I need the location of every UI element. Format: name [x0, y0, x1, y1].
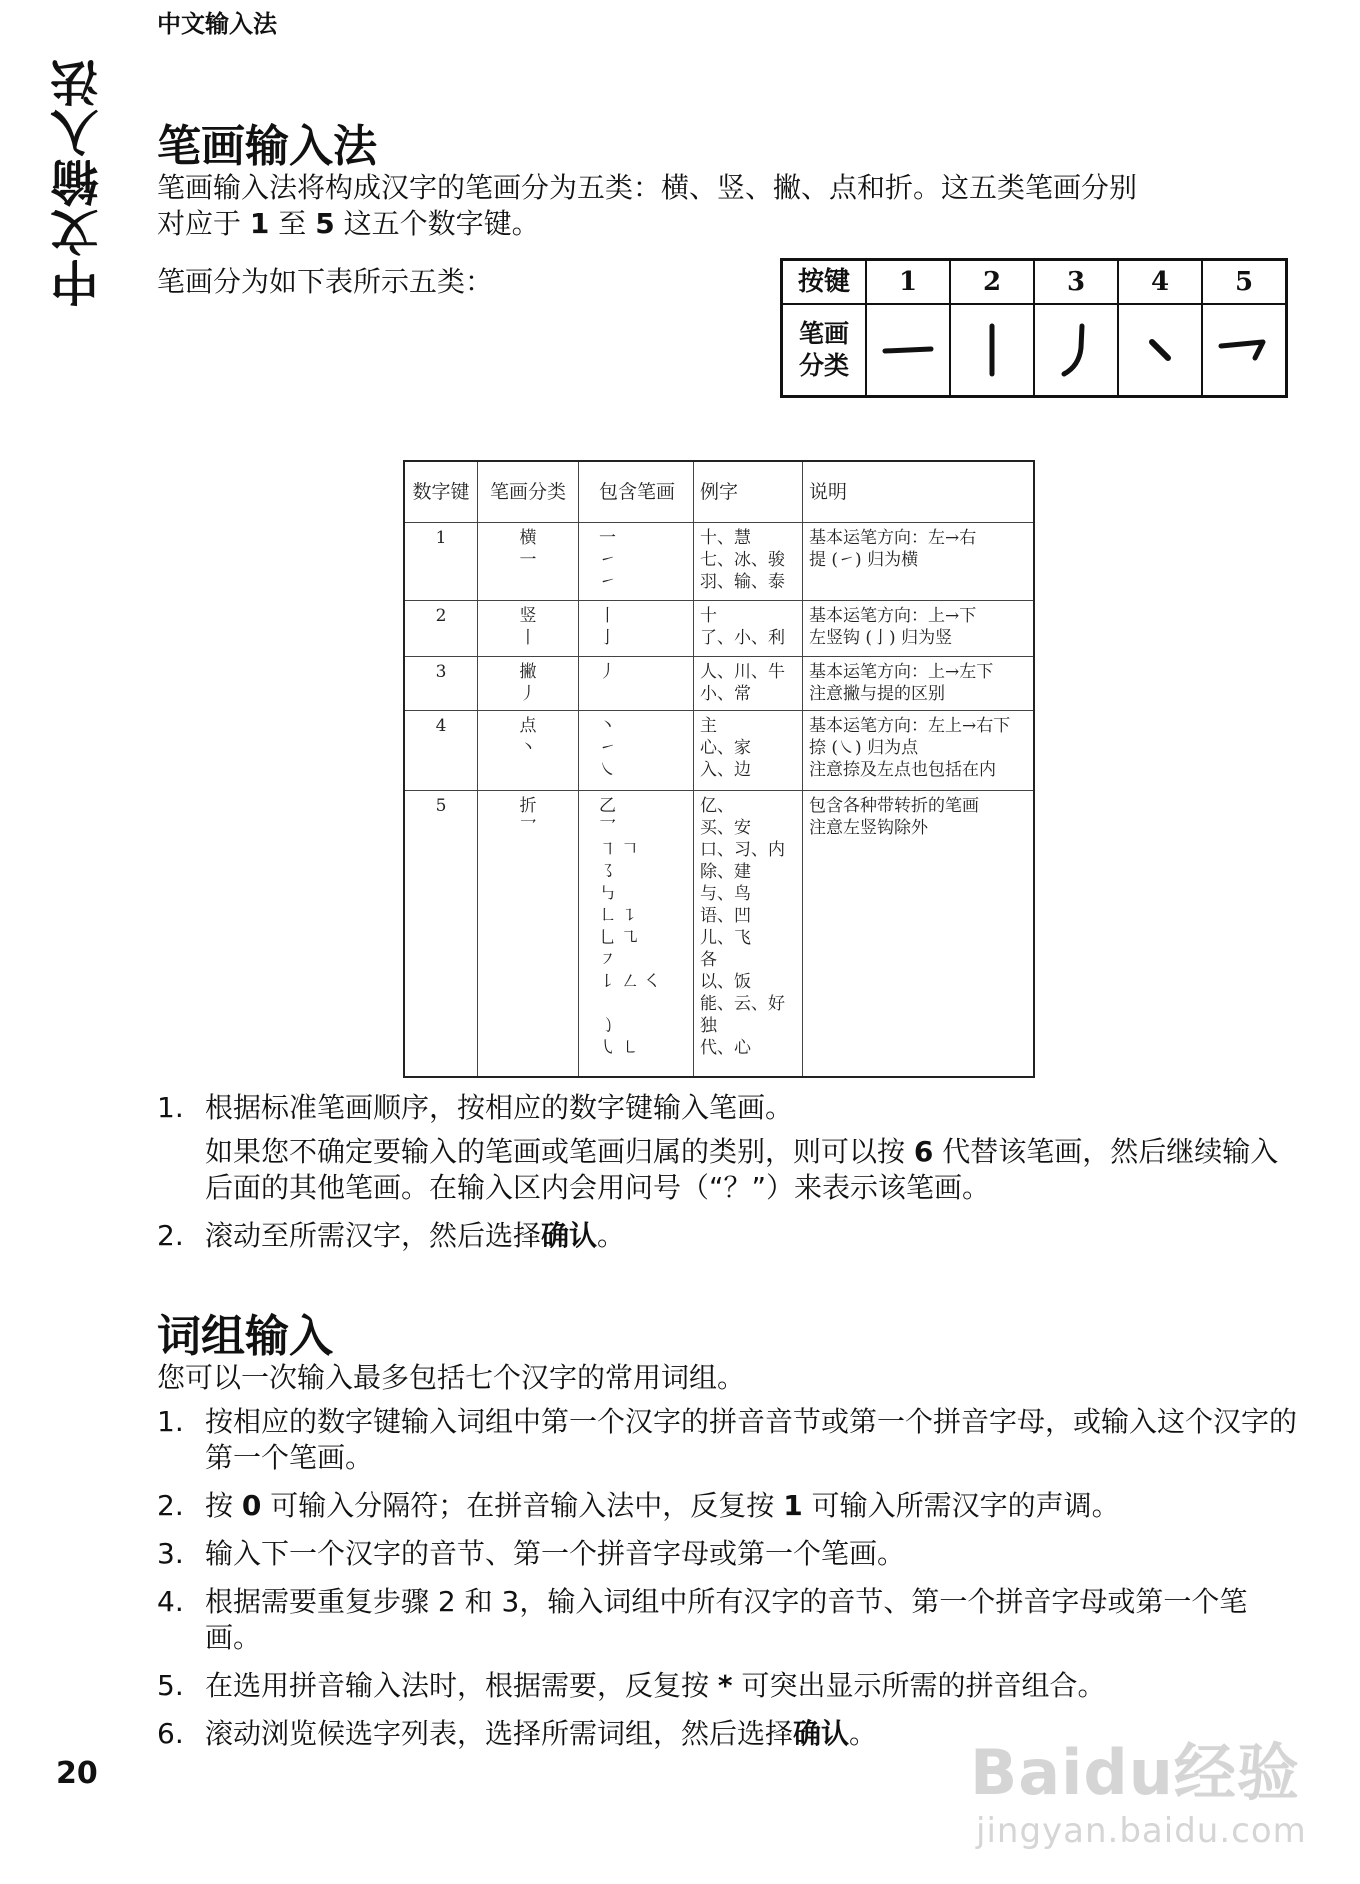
- example-item: 羽、输、泰: [700, 572, 785, 592]
- step-text: 滚动浏览候选字列表，选择所需词组，然后选择: [205, 1717, 794, 1750]
- confirm-label: 确认: [541, 1219, 598, 1252]
- stroke-item: 丨: [599, 606, 616, 626]
- row-category: [478, 657, 579, 711]
- row-examples: [694, 711, 803, 791]
- stroke-item: ㇇: [599, 950, 616, 970]
- stroke-row-label: [782, 304, 867, 397]
- example-item: 独: [700, 1016, 717, 1036]
- row-examples: [694, 791, 803, 1077]
- step-text: 在选用拼音输入法时，根据需要，反复按: [205, 1669, 718, 1702]
- stroke-item: ㇀: [599, 738, 616, 758]
- step-number: 6.: [157, 1717, 184, 1750]
- step-text: 按相应的数字键输入词组中第一个汉字的拼音音节或第一个拼音字母，或输入这个汉字的第一个笔画。: [205, 1405, 1298, 1474]
- section-title-phrase-input: 词组输入: [157, 1311, 333, 1362]
- key-0: 0: [241, 1489, 262, 1522]
- stroke-item: 乙: [599, 796, 616, 816]
- table-row: [404, 791, 1034, 1077]
- stroke-item: ㇀: [599, 572, 616, 592]
- example-item: 了、小、利: [700, 628, 785, 648]
- stroke-row-label-2: 分类: [798, 351, 849, 380]
- confirm-label: 确认: [793, 1717, 850, 1750]
- th-category: 笔画分类: [478, 461, 579, 523]
- example-item: 七、冰、骏: [700, 550, 785, 570]
- row-examples: [694, 657, 803, 711]
- example-item: 买、安: [700, 818, 751, 838]
- list-item: [157, 1218, 1297, 1254]
- intro-text-c: 这五个数字键。: [334, 207, 540, 240]
- example-item: 语、凹: [700, 906, 751, 926]
- row-strokes: [579, 791, 694, 1077]
- example-item: 能、云、好: [700, 994, 785, 1014]
- heng-stroke-icon: [866, 304, 950, 397]
- note-item: 提 (㇀) 归为横: [809, 550, 919, 570]
- example-item: 十: [700, 606, 717, 626]
- watermark-site: jingyan.baidu.com: [976, 1811, 1307, 1851]
- stroke-intro-line-2: [157, 206, 1297, 242]
- stroke-item: 丿: [599, 662, 616, 682]
- dian-stroke-icon: [1118, 304, 1202, 397]
- step-number: 2.: [157, 1489, 184, 1522]
- key-6: 6: [913, 1135, 934, 1168]
- row-category: [478, 791, 579, 1077]
- key-star: *: [717, 1669, 733, 1702]
- step-text: 滚动至所需汉字，然后选择: [205, 1219, 542, 1252]
- th-examples: 例字: [694, 461, 803, 523]
- step-text: 根据需要重复步骤 2 和 3，输入词组中所有汉字的音节、第一个拼音字母或第一个笔画。: [205, 1585, 1248, 1654]
- stroke-key-table: [780, 258, 1288, 398]
- th-notes: 说明: [803, 461, 1035, 523]
- stroke-item: ㇁: [599, 1016, 616, 1036]
- step-text-end: 。: [597, 1219, 626, 1252]
- step-note-text: 代替该笔画，然后继续输入后面的其他笔画。在输入区内会用问号（“？”）来表示该笔画。: [205, 1135, 1279, 1204]
- example-item: 亿、: [700, 796, 734, 816]
- row-key: 1: [404, 523, 478, 601]
- th-key: 数字键: [404, 461, 478, 523]
- row-notes: [803, 657, 1035, 711]
- table-row: [404, 523, 1034, 601]
- key-header-label: 按键: [782, 260, 867, 305]
- key-header-3: 3: [1034, 260, 1118, 305]
- step-text: 按: [205, 1489, 242, 1522]
- example-item: 主: [700, 716, 717, 736]
- note-item: 基本运笔方向：上→下: [809, 606, 977, 626]
- step-text: 可输入分隔符；在拼音输入法中，反复按: [261, 1489, 784, 1522]
- list-item: [157, 1090, 1297, 1206]
- step-text: 根据标准笔画顺序，按相应的数字键输入笔画。: [205, 1091, 794, 1124]
- example-item: 入、边: [700, 760, 751, 780]
- baidu-watermark: [970, 1693, 1307, 1873]
- row-key: 2: [404, 601, 478, 657]
- stroke-item: 乚 ㇈: [599, 928, 639, 948]
- stroke-item: 丶: [599, 716, 616, 736]
- row-category: [478, 523, 579, 601]
- step-number: 4.: [157, 1585, 184, 1618]
- key-5: 5: [315, 207, 335, 240]
- table-row: [404, 711, 1034, 791]
- side-section-title: 中文输入法: [51, 57, 107, 307]
- note-item: 注意捺及左点也包括在内: [809, 760, 996, 780]
- note-item: 基本运笔方向：上→左下: [809, 662, 994, 682]
- row-notes: [803, 791, 1035, 1077]
- step-note: [205, 1134, 1297, 1206]
- list-item: [157, 1488, 1297, 1524]
- stroke-item: 乛: [599, 818, 616, 838]
- note-item: 基本运笔方向：左上→右下: [809, 716, 1011, 736]
- zhe-stroke-icon: [1202, 304, 1287, 397]
- step-number: 1.: [157, 1405, 184, 1438]
- step-note-text: 如果您不确定要输入的笔画或笔画归属的类别，则可以按: [205, 1135, 914, 1168]
- intro-text-b: 至: [269, 207, 316, 240]
- row-notes: [803, 711, 1035, 791]
- stroke-steps-list: [157, 1090, 1297, 1266]
- list-item: [157, 1404, 1297, 1476]
- example-item: 十、慧: [700, 528, 751, 548]
- note-item: 基本运笔方向：左→右: [809, 528, 977, 548]
- example-item: 与、鸟: [700, 884, 751, 904]
- stroke-item: ㇀: [599, 550, 616, 570]
- row-examples: [694, 601, 803, 657]
- list-item: [157, 1584, 1297, 1656]
- page-number: 20: [56, 1756, 98, 1791]
- category-name: 竖: [519, 606, 537, 626]
- row-key: 3: [404, 657, 478, 711]
- stroke-item: 一: [599, 528, 616, 548]
- row-category: [478, 601, 579, 657]
- note-item: 注意撇与提的区别: [809, 684, 945, 704]
- section-title-stroke-input: 笔画输入法: [157, 121, 377, 172]
- row-examples: [694, 523, 803, 601]
- stroke-item: ㇌: [599, 862, 616, 882]
- note-item: 注意左竖钩除外: [809, 818, 928, 838]
- example-item: 除、建: [700, 862, 751, 882]
- category-stroke: 丶: [519, 738, 537, 758]
- example-item: 心、家: [700, 738, 751, 758]
- category-stroke: 丿: [519, 684, 537, 704]
- example-item: 各: [700, 950, 717, 970]
- example-item: 以、饭: [700, 972, 751, 992]
- stroke-item: [599, 993, 687, 1015]
- stroke-item: ㇏: [599, 760, 616, 780]
- th-strokes: 包含笔画: [579, 461, 694, 523]
- category-name: 点: [519, 716, 537, 736]
- key-header-2: 2: [950, 260, 1034, 305]
- step-number: 1.: [157, 1091, 184, 1124]
- step-number: 2.: [157, 1219, 184, 1252]
- example-item: 儿、飞: [700, 928, 751, 948]
- key-1: 1: [249, 207, 270, 240]
- list-item: [157, 1536, 1297, 1572]
- step-text: 可输入所需汉字的声调。: [802, 1489, 1120, 1522]
- note-item: 包含各种带转折的笔画: [809, 796, 979, 816]
- example-item: 人、川、牛: [700, 662, 785, 682]
- table-caption: 笔画分为如下表所示五类：: [157, 265, 494, 298]
- intro-text-a: 对应于: [157, 207, 250, 240]
- key-header-5: 5: [1202, 260, 1287, 305]
- table-row: [404, 601, 1034, 657]
- row-notes: [803, 601, 1035, 657]
- row-strokes: [579, 711, 694, 791]
- row-category: [478, 711, 579, 791]
- category-stroke: 乛: [519, 818, 537, 838]
- phrase-intro: 您可以一次输入最多包括七个汉字的常用词组。: [157, 1361, 746, 1394]
- row-notes: [803, 523, 1035, 601]
- stroke-item: ㇂ ㇄: [599, 1038, 639, 1058]
- step-number: 5.: [157, 1669, 184, 1702]
- stroke-item: 亅: [599, 628, 616, 648]
- row-key: 4: [404, 711, 478, 791]
- step-text-end: 。: [849, 1717, 878, 1750]
- key-header-1: 1: [866, 260, 950, 305]
- stroke-item: ㇗ ㇊: [599, 906, 639, 926]
- stroke-item: ㇉: [599, 884, 616, 904]
- key-header-4: 4: [1118, 260, 1202, 305]
- row-strokes: [579, 601, 694, 657]
- category-name: 撇: [519, 662, 537, 682]
- key-1: 1: [783, 1489, 803, 1522]
- step-number: 3.: [157, 1537, 184, 1570]
- example-item: 口、习、内: [700, 840, 785, 860]
- stroke-intro: [157, 170, 1297, 242]
- category-name: 折: [519, 796, 537, 816]
- row-strokes: [579, 657, 694, 711]
- category-name: 横: [519, 528, 537, 548]
- stroke-item: ㇕ 𠃍: [599, 840, 639, 860]
- category-stroke: 丨: [519, 628, 537, 648]
- stroke-category-table: [403, 460, 1035, 1078]
- step-text: 输入下一个汉字的音节、第一个拼音字母或第一个笔画。: [205, 1537, 906, 1570]
- watermark-brand: Baidu经验: [970, 1736, 1300, 1809]
- step-text: 可突出显示所需的拼音组合。: [732, 1669, 1106, 1702]
- example-item: 小、常: [700, 684, 751, 704]
- running-header: 中文输入法: [157, 10, 277, 38]
- note-item: 捺 (㇏) 归为点: [809, 738, 919, 758]
- example-item: 代、心: [700, 1038, 751, 1058]
- row-key: 5: [404, 791, 478, 1077]
- row-strokes: [579, 523, 694, 601]
- stroke-intro-line-1: 笔画输入法将构成汉字的笔画分为五类：横、竖、撇、点和折。这五类笔画分别: [157, 171, 1138, 204]
- note-item: 左竖钩 (亅) 归为竖: [809, 628, 953, 648]
- stroke-row-label-1: 笔画: [798, 319, 849, 348]
- pie-stroke-icon: [1034, 304, 1118, 397]
- stroke-item: ㇙ ㇜ ㇛: [599, 972, 661, 992]
- table-row: [404, 657, 1034, 711]
- category-stroke: 一: [519, 550, 537, 570]
- shu-stroke-icon: [950, 304, 1034, 397]
